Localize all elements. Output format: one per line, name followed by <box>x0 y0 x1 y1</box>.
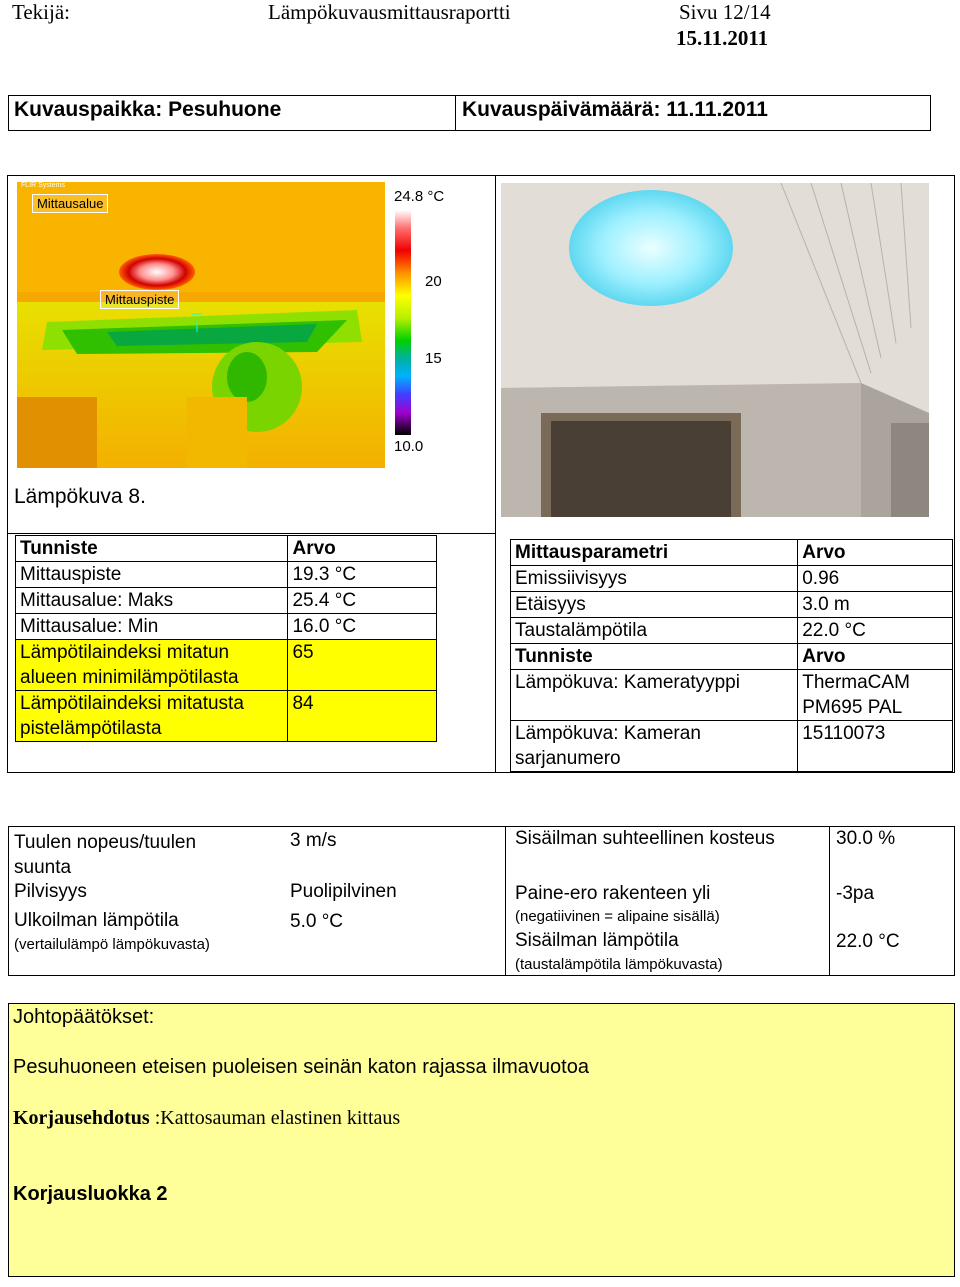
table-cell: 84 <box>288 691 437 742</box>
table-header: Arvo <box>798 644 953 670</box>
reference-photo <box>501 183 929 517</box>
table-cell: Etäisyys <box>511 592 798 618</box>
humidity-value: 30.0 % <box>836 828 896 849</box>
cloud-value: Puolipilvinen <box>290 881 397 902</box>
thermal-caption: Lämpökuva 8. <box>14 485 146 508</box>
table-cell: ThermaCAM PM695 PAL <box>798 670 953 721</box>
fix-suggestion <box>13 1107 400 1130</box>
repair-class: Korjausluokka 2 <box>13 1183 168 1205</box>
pressure-label: Paine-ero rakenteen yli <box>515 883 711 904</box>
table-cell: Taustalämpötila <box>511 618 798 644</box>
indoor-temp-value: 22.0 °C <box>836 931 900 952</box>
table-cell: 15110073 <box>798 721 953 772</box>
table-cell: Lämpökuva: Kameran sarjanumero <box>511 721 798 772</box>
table-cell: Mittauspiste <box>16 562 288 588</box>
table-cell: Mittausalue: Min <box>16 614 288 640</box>
table-cell: 25.4 °C <box>288 588 437 614</box>
location-date: Kuvauspäivämäärä: 11.11.2011 <box>462 98 768 121</box>
table-header: Tunniste <box>511 644 798 670</box>
table-cell: Mittausalue: Maks <box>16 588 288 614</box>
scale-15: 15 <box>425 350 442 367</box>
scale-max: 24.8 °C <box>394 188 445 205</box>
table-header: Mittausparametri <box>511 540 798 566</box>
table-cell: 19.3 °C <box>288 562 437 588</box>
temperature-scale-bar <box>395 210 411 435</box>
fix-text: :Kattosauman elastinen kittaus <box>149 1107 401 1129</box>
table-cell: 16.0 °C <box>288 614 437 640</box>
scale-20: 20 <box>425 273 442 290</box>
table-cell: Emissiivisyys <box>511 566 798 592</box>
pressure-sub: (negatiivinen = alipaine sisällä) <box>515 908 720 925</box>
measurement-spot-label: Mittauspiste <box>100 290 179 309</box>
table-header: Arvo <box>288 536 437 562</box>
table-header: Tunniste <box>16 536 288 562</box>
outdoor-temp-sub: (vertailulämpö lämpökuvasta) <box>14 936 210 953</box>
wind-value: 3 m/s <box>290 830 337 851</box>
measurement-table <box>15 535 437 742</box>
humidity-label: Sisäilman suhteellinen kosteus <box>515 828 775 849</box>
thermal-image <box>17 182 385 468</box>
author-label: Tekijä: <box>12 0 71 24</box>
cloud-label: Pilvisyys <box>14 881 87 902</box>
parameters-table <box>510 539 953 772</box>
conclusions-text: Pesuhuoneen eteisen puoleisen seinän katon rajassa ilmavuotoa <box>13 1056 589 1078</box>
pressure-value: -3pa <box>836 883 875 904</box>
table-cell: Lämpökuva: Kameratyyppi <box>511 670 798 721</box>
indoor-temp-sub: (taustalämpötila lämpökuvasta) <box>515 956 723 973</box>
report-title: Lämpökuvausmittausraportti <box>268 0 511 24</box>
table-cell: Lämpötilaindeksi mitatusta pistelämpötilasta <box>16 691 288 742</box>
table-header: Arvo <box>798 540 953 566</box>
measurement-area-label: Mittausalue <box>32 194 108 213</box>
table-cell: Lämpötilaindeksi mitatun alueen minimilämpötilasta <box>16 640 288 691</box>
report-date: 15.11.2011 <box>676 26 769 50</box>
page-number: Sivu 12/14 <box>679 0 771 24</box>
outdoor-temp-value: 5.0 °C <box>290 911 344 932</box>
conclusions-title: Johtopäätökset: <box>13 1006 155 1028</box>
outdoor-temp-label: Ulkoilman lämpötila <box>14 910 179 931</box>
table-cell: 22.0 °C <box>798 618 953 644</box>
fix-label: Korjausehdotus <box>13 1107 150 1129</box>
conclusions-box <box>8 1003 955 1277</box>
scale-min: 10.0 <box>394 438 424 455</box>
wind-label: Tuulen nopeus/tuulen suunta <box>14 832 197 878</box>
table-cell: 0.96 <box>798 566 953 592</box>
location-place: Kuvauspaikka: Pesuhuone <box>14 98 282 121</box>
table-cell: 3.0 m <box>798 592 953 618</box>
table-cell: 65 <box>288 640 437 691</box>
indoor-temp-label: Sisäilman lämpötila <box>515 930 679 951</box>
thermal-brand: FLIR Systems <box>21 182 65 189</box>
